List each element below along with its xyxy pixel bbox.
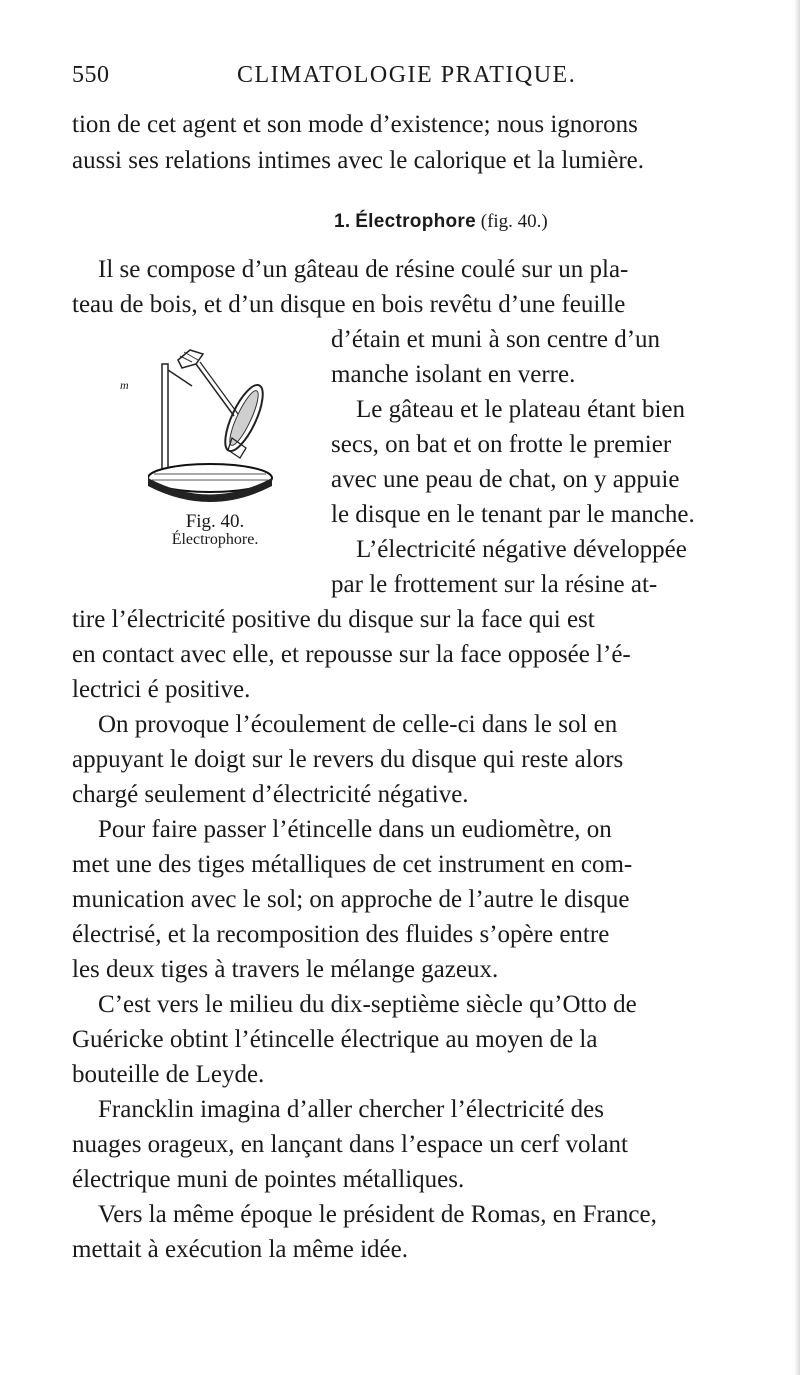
text-line: d’étain et muni à son centre d’un — [331, 326, 661, 353]
text-line: tion de cet agent et son mode d’existence; nous ignorons — [72, 111, 638, 138]
text-line: secs, on bat et on frotte le premier — [331, 431, 672, 458]
text-line: Pour faire passer l’étincelle dans un eudiomètre, on — [98, 816, 612, 843]
section-title: Électrophore — [355, 211, 476, 232]
text-line: Guéricke obtint l’étincelle électrique au moyen de la — [72, 1026, 598, 1053]
page-header — [72, 62, 772, 92]
page-number: 550 — [72, 62, 110, 88]
text-line: Vers la même époque le président de Romas, en France, — [98, 1201, 657, 1228]
glass-handle-line — [196, 364, 234, 416]
text-line: On provoque l’écoulement de celle-ci dans le sol en — [98, 711, 618, 738]
text-line: le disque en le tenant par le manche. — [331, 501, 695, 528]
text-line: avec une peau de chat, on y appuie — [331, 466, 680, 493]
text-line: L’électricité négative développée — [356, 536, 687, 563]
text-line: manche isolant en verre. — [331, 361, 576, 388]
figure-reference: (fig. 40.) — [480, 211, 548, 232]
text-line: C’est vers le milieu du dix-septième siècle qu’Otto de — [98, 991, 637, 1018]
glass-handle-line — [200, 362, 238, 414]
text-line: Francklin imagina d’aller chercher l’électricité des — [98, 1096, 604, 1123]
text-line: les deux tiges à travers le mélange gazeux. — [72, 956, 499, 983]
text-line: chargé seulement d’électricité négative. — [72, 781, 469, 808]
text-line: appuyant le doigt sur le revers du disque qui reste alors — [72, 746, 624, 773]
text-line: munication avec le sol; on approche de l’autre le disque — [72, 886, 630, 913]
text-line: met une des tiges métalliques de cet instrument en com- — [72, 851, 633, 878]
text-line: bouteille de Leyde. — [72, 1061, 265, 1088]
text-line: électrisé, et la recomposition des fluides s’opère entre — [72, 921, 610, 948]
running-title: CLIMATOLOGIE PRATIQUE. — [237, 62, 577, 88]
text-line: Il se compose d’un gâteau de résine coulé sur un pla- — [98, 256, 629, 283]
text-line: aussi ses relations intimes avec le calorique et la lumière. — [72, 147, 645, 174]
text-line: Le gâteau et le plateau étant bien — [356, 396, 685, 423]
text-line: nuages orageux, en lançant dans l’espace un cerf volant — [72, 1131, 629, 1158]
text-line: lectrici é positive. — [72, 676, 251, 703]
figure-label: Fig. 40. — [185, 511, 245, 532]
text-line: en contact avec elle, et repousse sur la face opposée l’é- — [72, 641, 631, 668]
text-line: teau de bois, et d’un disque en bois revêtu d’une feuille — [72, 291, 626, 318]
text-line: par le frottement sur la résine at- — [331, 571, 658, 598]
stand-arm — [168, 370, 192, 386]
hand-hatching — [180, 352, 198, 362]
figure-caption — [155, 512, 275, 549]
figure-letter: m — [120, 378, 129, 392]
section-number: 1. — [334, 211, 351, 232]
text-line: électrique muni de pointes métalliques. — [72, 1166, 465, 1193]
page-edge-shadow — [794, 0, 800, 1375]
hand-drawing — [178, 350, 203, 368]
text-line: tire l’électricité positive du disque sur la face qui est — [72, 606, 595, 633]
text-line: mettait à exécution la même idée. — [72, 1236, 408, 1263]
stand-rod — [162, 364, 168, 474]
figure-title: Électrophore. — [171, 530, 259, 548]
electrophorus-illustration — [148, 346, 288, 506]
section-heading — [334, 211, 548, 233]
